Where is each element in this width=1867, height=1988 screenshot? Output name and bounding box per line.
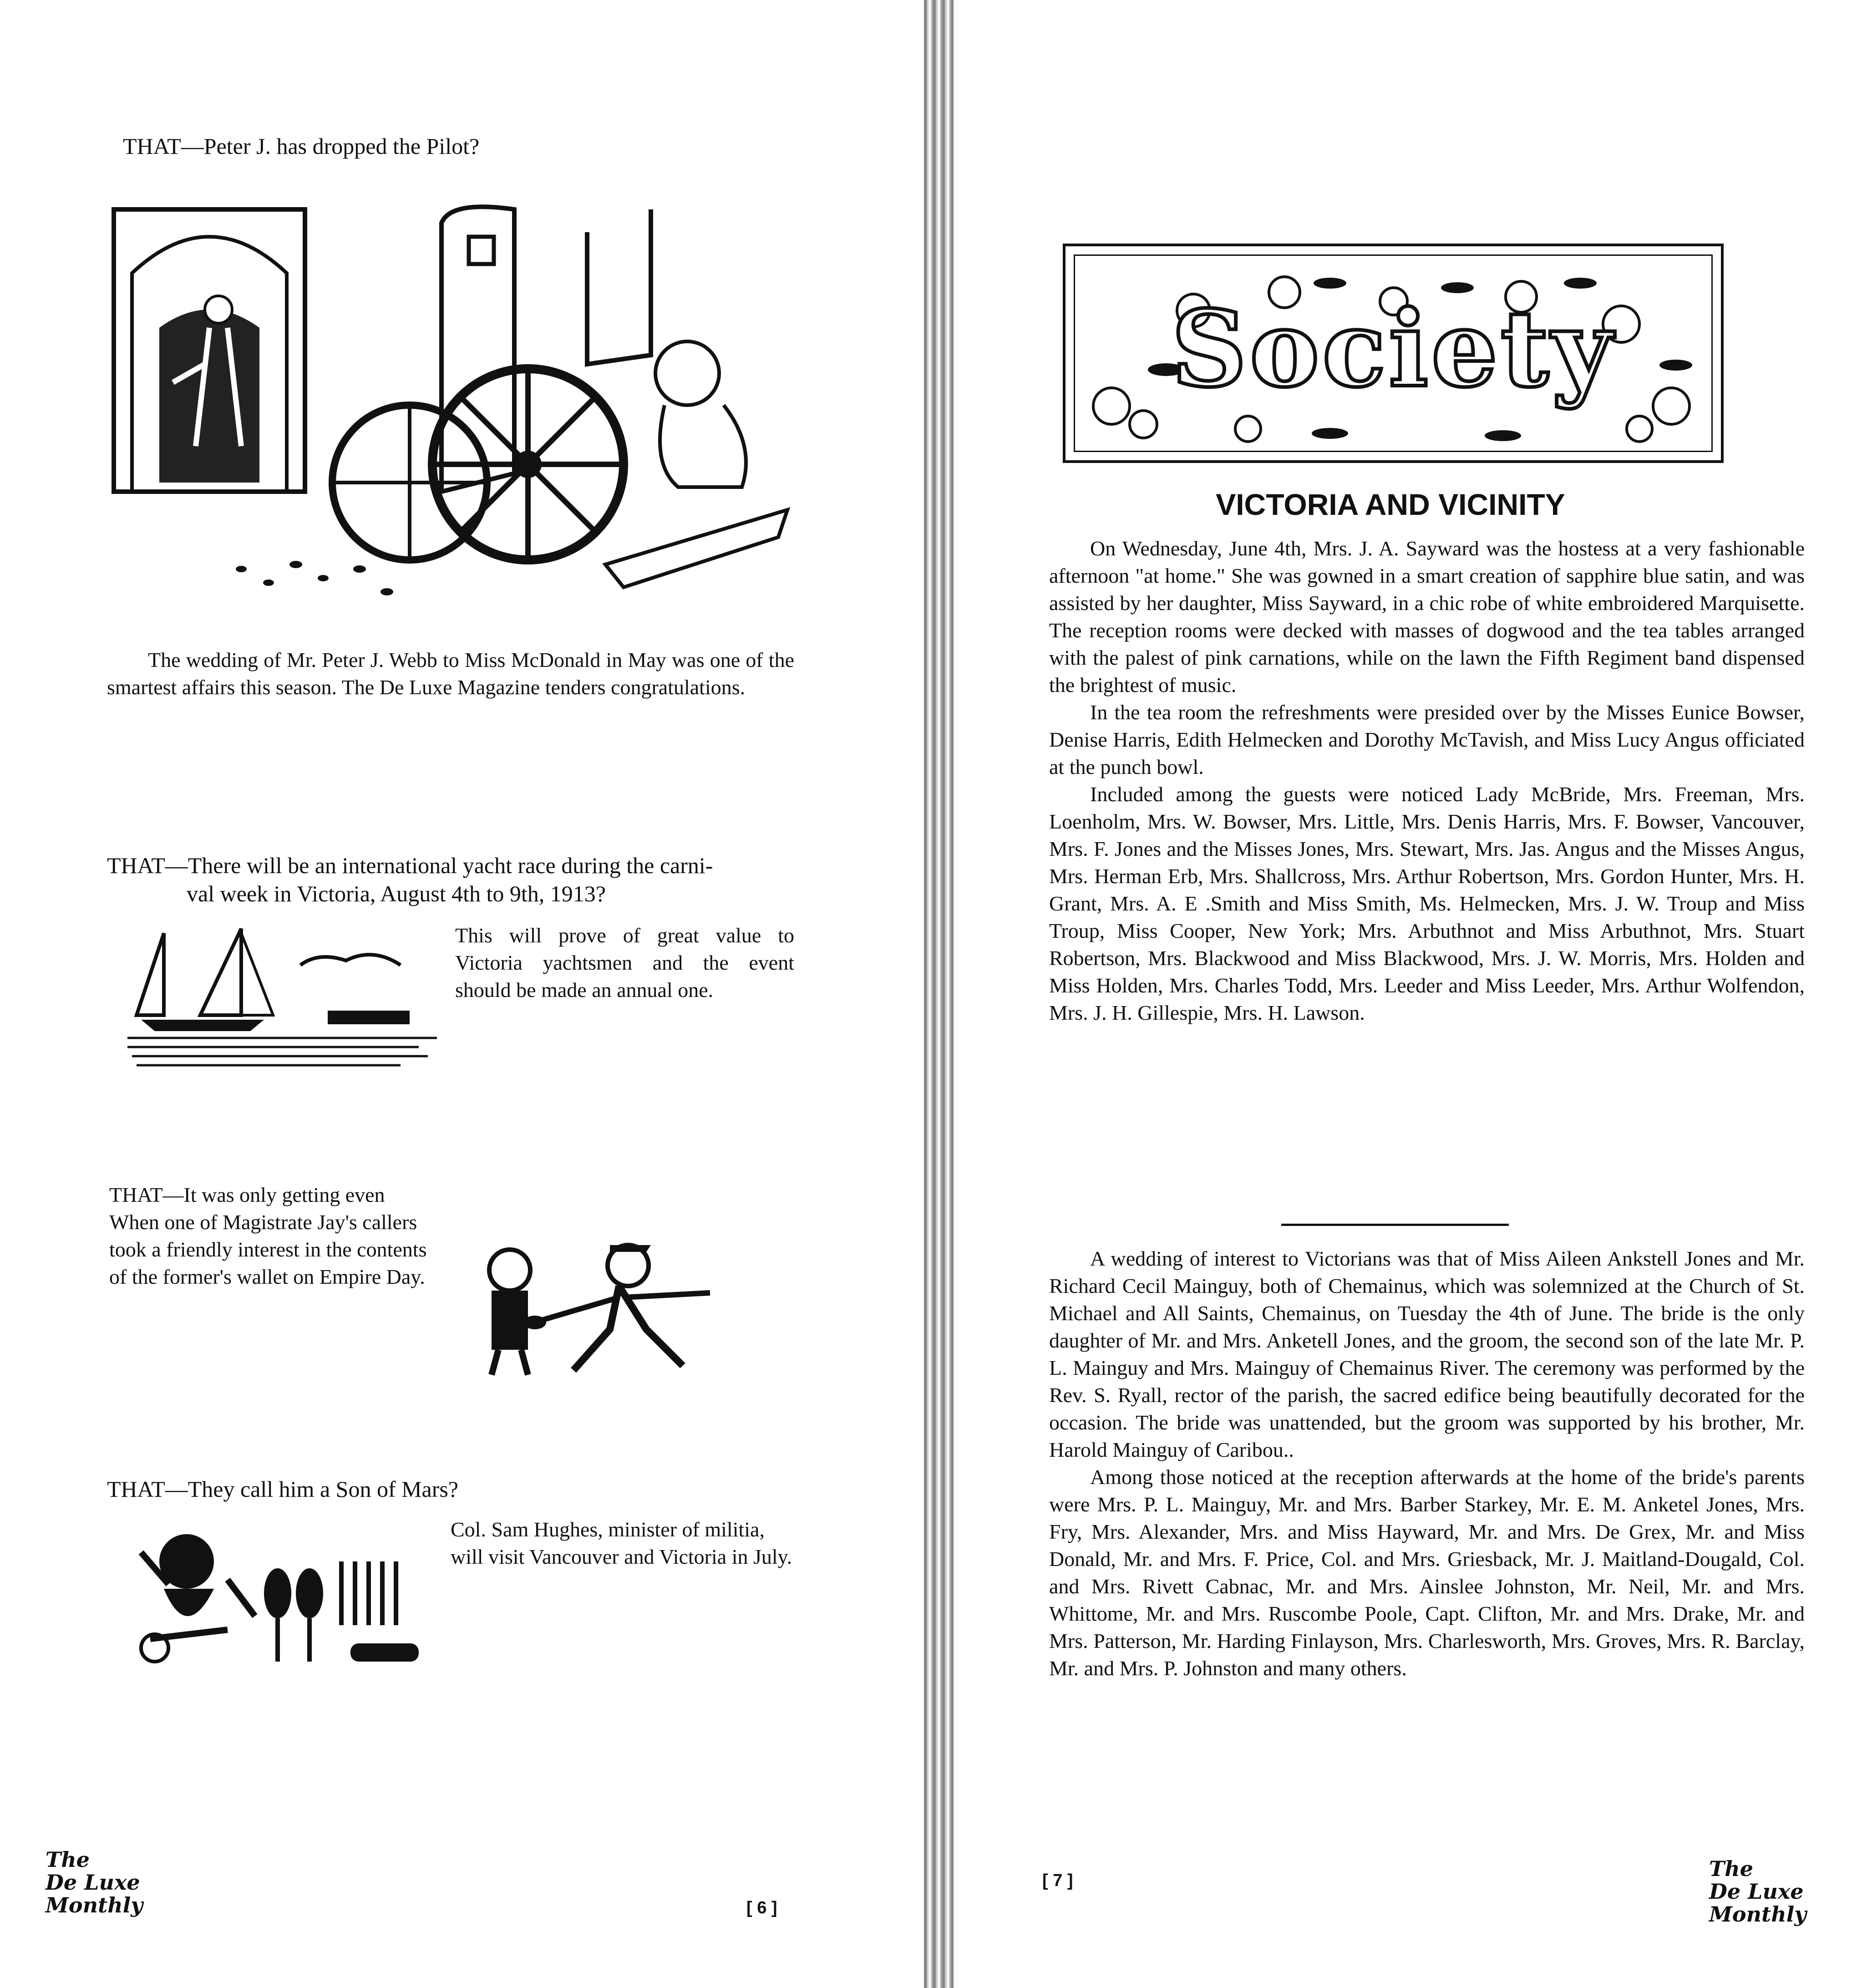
imprint-line-1: The <box>1709 1856 1753 1881</box>
page-gutter <box>924 0 954 1988</box>
section-title: VICTORIA AND VICINITY <box>1216 488 1565 521</box>
paragraph: On Wednesday, June 4th, Mrs. J. A. Sayward was the hostess at a very fashionable afternoon "at home." She was gowned in a smart creation of sapphire blue satin, and was assisted by her daughter, Miss Sayward, in a chic robe of white embroidered Marquisette. The reception rooms were decked with masses of dogwood and the tea tables arranged with the palest of pink carnations, while on the lawn the Fifth Regiment band dispensed the brightest of music. <box>1049 537 1805 697</box>
right-imprint <box>1709 1857 1806 1926</box>
right-page <box>954 0 1867 1988</box>
left-imprint <box>46 1848 143 1917</box>
right-page-number: [ 7 ] <box>1042 1871 1073 1890</box>
society-title: Society <box>1171 288 1615 411</box>
paragraph: Among those noticed at the reception afterwards at the home of the bride's parents were Mrs. P. L. Mainguy, Mr. and Mrs. Barber Starkey, Mr. E. M. Anketel Jones, Mrs. Fry, Mrs. Alexander, Mrs. and Miss Hayward, Mr. and Mrs. De Grex, Mr. and Miss Donald, Mr. and Mrs. F. Price, Col. and Mrs. Griesback, Mr. J. Maitland-Dougald, Col. and Mrs. Rivett Cabnac, Mr. and Mrs. Ainslee Johnston, Mr. Neil, Mr. and Mrs. Whittome, Mr. and Mrs. Ruscombe Poole, Capt. Clifton, Mr. and Mrs. Drake, Mr. and Mrs. Patterson, Mr. Harding Finlayson, Mrs. Charlesworth, Mrs. Groves, Mrs. R. Barclay, Mr. and Mrs. P. Johnston and many others. <box>1049 1465 1805 1680</box>
paragraph: A wedding of interest to Victorians was that of Miss Aileen Ankstell Jones and Mr. Richard Cecil Mainguy, both of Chemainus, which was solemnized at the Church of St. Michael and All Saints, Chemainus, on Tuesday the 4th of June. The bride is the only daughter of Mr. and Mrs. Anketell Jones, and the groom, the second son of the late Mr. P. L. Mainguy and Mrs. Mainguy of Chemainus River. The ceremony was performed by the Rev. S. Ryall, rector of the parish, the sacred edifice being beautifully decorated for the occasion. The bride was unattended, but the groom was supported by his brother, Mr. Harold Mainguy of Caribou.. <box>1049 1247 1805 1461</box>
left-page-number: [ 6 ] <box>746 1898 777 1917</box>
imprint-line-3: Monthly <box>1709 1902 1806 1927</box>
imprint-line-2: De Luxe <box>1709 1879 1804 1904</box>
society-column-lower <box>1049 1245 1805 1682</box>
item2-text: This will prove of great value to Victoria yachtsmen and the event should be made an annual one. <box>455 924 794 1002</box>
item1-heading: THAT—Peter J. has dropped the Pilot? <box>123 133 480 159</box>
imprint-line-1: The <box>46 1847 90 1872</box>
paragraph: In the tea room the refreshments were presided over by the Misses Eunice Bowser, Denise Harris, Edith Helmecken and Dorothy McTavish, and Miss Lucy Angus officiated at the punch bowl. <box>1049 701 1805 778</box>
paragraph: Included among the guests were noticed Lady McBride, Mrs. Freeman, Mrs. Loenholm, Mrs. W. Bowser, Mrs. Little, Mrs. Denis Harris, Mrs. F. Bowser, Vancouver, Mrs. F. Jones and the Misses Jones, Mrs. Stewart, Mrs. Jas. Angus and the Misses Angus, Mrs. Herman Erb, Mrs. Shallcross, Mrs. Arthur Robertson, Mrs. Gordon Hunter, Mrs. H. Grant, Mrs. A. E .Smith and Miss Smith, Ms. Helmecken, Mrs. J. W. Troup and Miss Troup, Miss Cooper, New York; Mrs. Arbuthnot and Miss Arbuthnot, Mrs. Stuart Robertson, Mrs. Blackwood and Miss Blackwood, Mrs. J. W. Morris, Mrs. Holden and Miss Holden, Mrs. Charles Todd, Mrs. Leeder and Miss Leeder, Mrs. Arthur Wolfendon, Mrs. J. H. Gillespie, Mrs. H. Lawson. <box>1049 783 1805 1024</box>
item2-heading-line1: THAT—There will be an international yacht race during the carni- <box>107 853 713 878</box>
magistrate-callers-illustration <box>473 1238 746 1384</box>
carriage-wedding-illustration <box>105 191 801 610</box>
item4-text: Col. Sam Hughes, minister of militia, will visit Vancouver and Victoria in July. <box>451 1518 792 1568</box>
imprint-line-2: De Luxe <box>46 1870 140 1895</box>
section-divider <box>1281 1224 1509 1226</box>
society-masthead <box>1063 244 1724 463</box>
item1-caption: The wedding of Mr. Peter J. Webb to Miss McDonald in May was one of the smartest affairs this season. The De Luxe Magazine tenders congratulations. <box>107 648 794 699</box>
imprint-line-3: Monthly <box>46 1893 143 1917</box>
item3-text: THAT—It was only getting even When one of Magistrate Jay's callers took a friendly interest in the contents of the former's wallet on Empire Day. <box>109 1183 427 1288</box>
item4-heading: THAT—They call him a Son of Mars? <box>107 1476 459 1502</box>
yacht-race-illustration <box>127 924 437 1070</box>
item2-heading-line2: val week in Victoria, August 4th to 9th, 1913? <box>187 881 606 906</box>
left-page <box>0 0 924 1988</box>
society-column-upper <box>1049 535 1805 1027</box>
son-of-mars-illustration <box>123 1525 432 1680</box>
